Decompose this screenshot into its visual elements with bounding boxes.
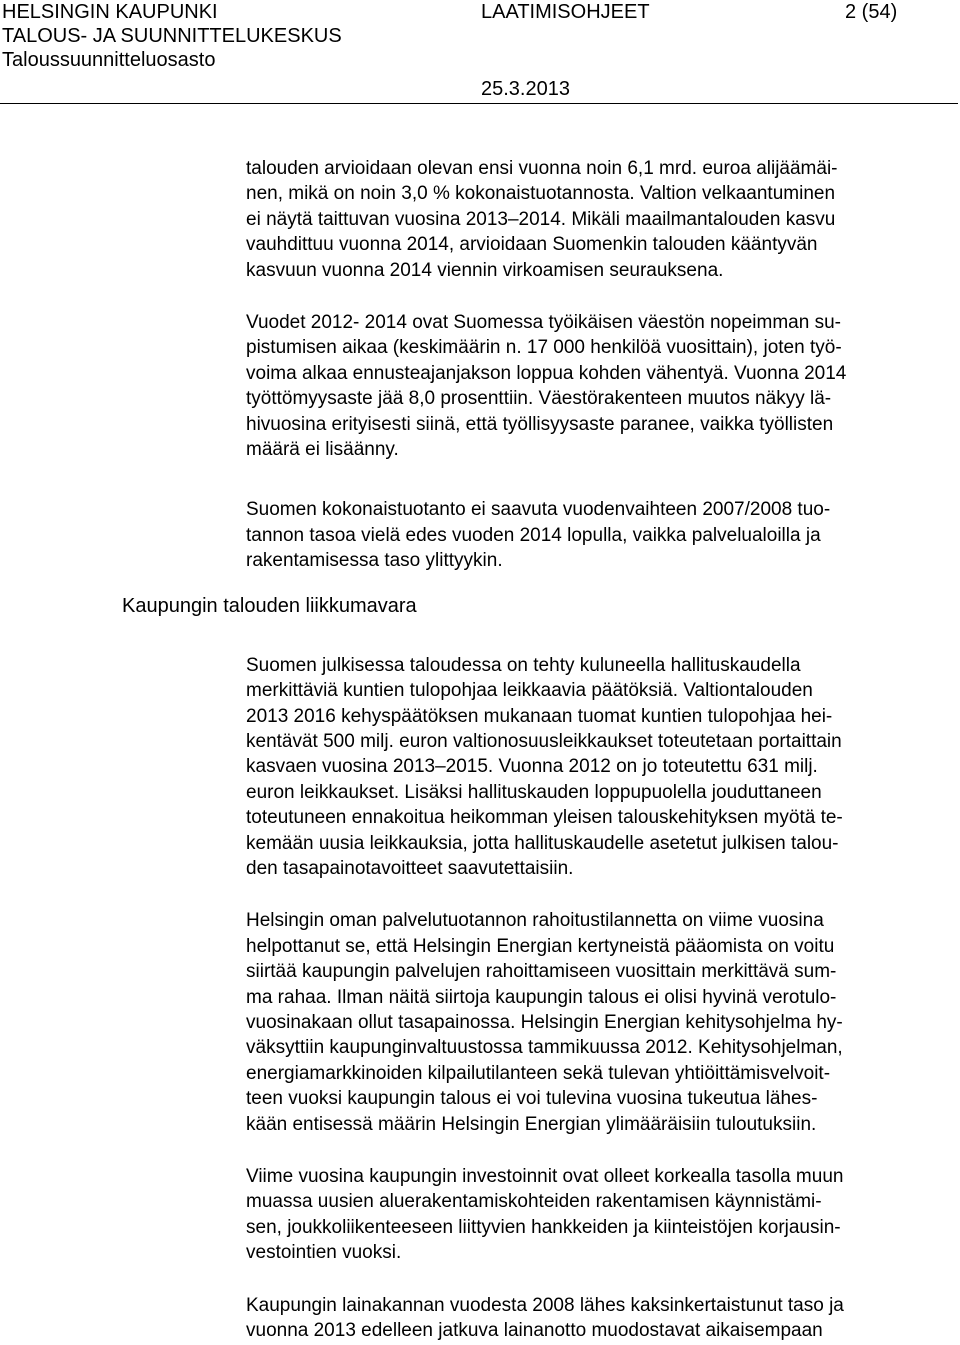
paragraph: Suomen julkisessa taloudessa on tehty kuluneella hallituskaudella merkittäviä kuntien tulopohjaa leikkaavia päätöksiä. Valtiontalouden 2013 2016 kehyspäätöksen mukanaan tuomat kuntien tulopohjaa hei- kentävät 500 milj. euron valtionosuusleikkaukset toteutetaan portaittain kasvaen vuosina 2013–2015. Vuonna 2012 on jo toteutettu 631 milj. euron leikkaukset. Lisäksi hallituskauden loppupuolella jouduttaneen toteutuneen ennakoitua heikomman yleisen talouskehityksen myötä te- kemään uusia leikkauksia, jotta hallituskaudelle asetetut julkisen talou- den tasapainotavoitteet saavutettaisiin. bbox=[246, 654, 843, 879]
org-department: TALOUS- JA SUUNNITTELUKESKUS bbox=[2, 25, 342, 47]
header-organization bbox=[2, 0, 342, 72]
paragraph: Kaupungin lainakannan vuodesta 2008 lähes kaksinkertaistunut taso ja vuonna 2013 edelleen jatkuva lainanotto muodostavat aikaisempaan bbox=[246, 1294, 844, 1342]
header-divider bbox=[0, 103, 958, 104]
document-title: LAATIMISOHJEET bbox=[481, 1, 650, 23]
paragraph: Viime vuosina kaupungin investoinnit ovat olleet korkealla tasolla muun muassa uusien aluerakentamiskohteiden rakentamisen käynnistämi- sen, joukkoliikenteeseen liittyvien hankkeiden ja kiinteistöjen korjausin- vestointien vuoksi. bbox=[246, 1166, 844, 1264]
paragraph: Suomen kokonaistuotanto ei saavuta vuodenvaihteen 2007/2008 tuo- tannon tasoa vielä edes vuoden 2014 lopulla, vaikka palvelualoilla ja rakentamisessa taso ylittyykin. bbox=[246, 499, 831, 572]
paragraph: Vuodet 2012- 2014 ovat Suomessa työikäisen väestön nopeimman su- pistumisen aikaa (keskimäärin n. 17 000 henkilöä vuosittain), joten työ- voima alkaa ennusteajanjakson loppua kohden vähentyä. Vuonna 2014 työttömyysaste jää 8,0 prosenttiin. Väestörakenteen muutos näkyy lä- hivuosina erityisesti siinä, että työllisyysaste paranee, vaikka työllisten määrä ei lisäänny. bbox=[246, 312, 847, 461]
paragraph: Helsingin oman palvelutuotannon rahoitustilannetta on viime vuosina helpottanut se, että Helsingin Energian kertyneistä pääomista on voitu siirtää kaupungin palvelujen rahoittamiseen vuosittain merkittävä sum- ma rahaa. Ilman näitä siirtoja kaupungin talous ei olisi hyvinä verotulo- vuosinakaan ollut tasapainossa. Helsingin Energian kehitysohjelma hy- väksyttiin kaupunginvaltuustossa tammikuussa 2012. Kehitysohjelman, energiamarkkinoiden kilpailutilanteen sekä tulevan yhtiöittämisvelvoit- teen vuoksi kaupungin talous ei voi tulevina vuosina tukeutua lähes- kään entisessä määrin Helsingin Energian ylimääräisiin tuloutuksiin. bbox=[246, 910, 843, 1135]
body-text bbox=[246, 156, 958, 1343]
org-name: HELSINGIN KAUPUNKI bbox=[2, 1, 218, 23]
page-number: 2 (54) bbox=[845, 1, 898, 23]
section-heading: Kaupungin talouden liikkumavara bbox=[122, 595, 417, 617]
paragraph: talouden arvioidaan olevan ensi vuonna noin 6,1 mrd. euroa alijäämäi- nen, mikä on noin 3,0 % kokonaistuotannosta. Valtion velkaantuminen ei näytä taittuvan vuosina 2013–2014. Mikäli maailmantalouden kasvu vauhdittuu vuonna 2014, arvioidaan Suomenkin talouden kääntyvän kasvuun vuonna 2014 viennin virkoamisen seurauksena. bbox=[246, 158, 838, 281]
org-unit: Taloussuunnitteluosasto bbox=[2, 49, 216, 71]
document-date: 25.3.2013 bbox=[481, 78, 570, 100]
